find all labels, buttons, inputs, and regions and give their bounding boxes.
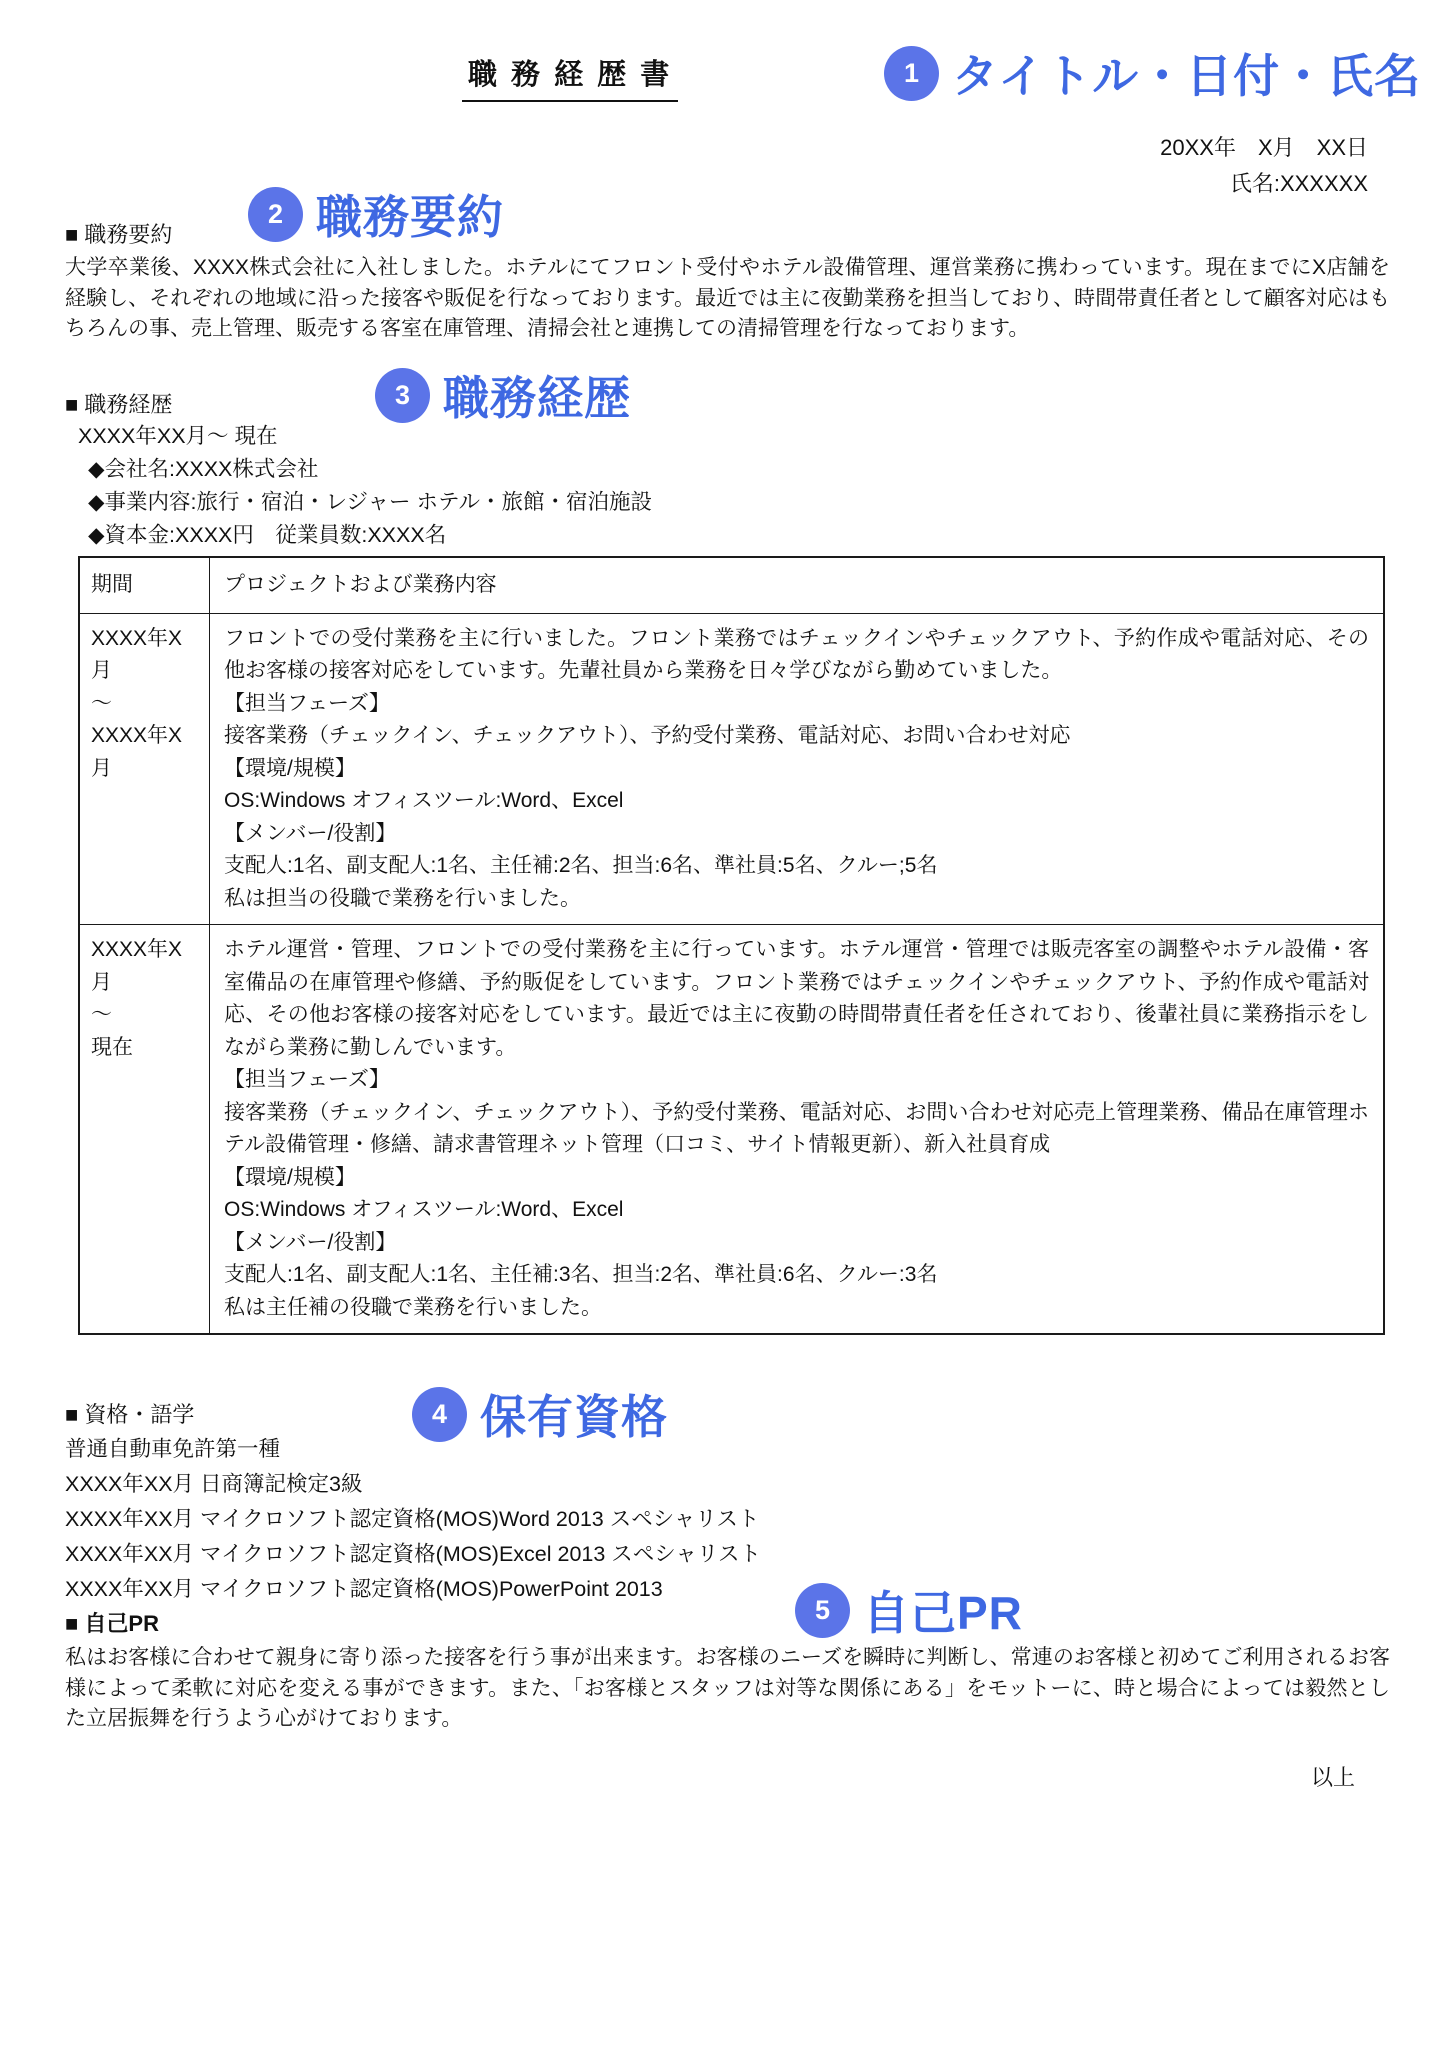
duty-line: 私は主任補の役職で業務を行いました。	[224, 1295, 602, 1319]
column-header-period: 期間	[80, 558, 210, 613]
duty-line: 接客業務（チェックイン、チェックアウト）、予約受付業務、電話対応、お問い合わせ対応	[224, 724, 1071, 747]
period-tilde: ～	[91, 691, 112, 715]
capital-employees-line: ◆資本金:XXXX円 従業員数:XXXX名	[88, 523, 447, 547]
duty-line: 【環境/規模】	[224, 756, 356, 780]
section-heading-job-summary: ■ 職務要約	[65, 222, 173, 247]
annotation-3-badge: 3	[375, 368, 430, 423]
annotation-4-label: 保有資格	[480, 1391, 668, 1443]
qualification-item: 普通自動車免許第一種	[65, 1437, 281, 1461]
career-table-header-row	[80, 558, 1383, 613]
duties-cell	[210, 925, 1383, 1333]
duty-line: フロントでの受付業務を主に行いました。フロント業務ではチェックインやチェックアウト、予約作成や電話対応、その他お客様の接客対応をしています。先輩社員から業務を日々学びながら勤めていました。	[224, 626, 1369, 682]
qualification-item: XXXX年XX月 マイクロソフト認定資格(MOS)Word 2013 スペシャリスト	[65, 1507, 760, 1531]
duty-line: 【メンバー/役割】	[224, 1230, 397, 1254]
job-summary-paragraph: 大学卒業後、XXXX株式会社に入社しました。ホテルにてフロント受付やホテル設備管理、運営業務に携わっています。現在までにX店舗を経験し、それぞれの地域に沿った接客や販促を行なっております。最近では主に夜勤業務を担当しており、時間帯責任者として顧客対応はもちろんの事、売上管理、販売する客室在庫管理、清掃会社と連携しての清掃管理を行なっております。	[65, 256, 1390, 340]
duties-cell	[210, 614, 1383, 925]
name-text: 氏名:XXXXXX	[1229, 171, 1368, 196]
duty-line: 支配人:1名、副支配人:1名、主任補:2名、担当:6名、準社員:5名、クルー;5名	[224, 854, 938, 877]
duty-line: 【環境/規模】	[224, 1165, 356, 1189]
annotation-self-pr	[795, 1577, 1023, 1643]
period-end: 現在	[91, 1035, 133, 1059]
table-row	[80, 613, 1383, 925]
table-row	[80, 924, 1383, 1333]
qualification-item: XXXX年XX月 日商簿記検定3級	[65, 1472, 363, 1496]
duty-line: 接客業務（チェックイン、チェックアウト）、予約受付業務、電話対応、お問い合わせ対応売上管理業務、備品在庫管理ホテル設備管理・修繕、請求書管理ネット管理（口コミ、サイト情報更新）、新入社員育成	[224, 1100, 1369, 1156]
period-end: XXXX年X月	[91, 724, 183, 780]
annotation-work-history	[375, 362, 631, 428]
annotation-qualifications	[412, 1381, 668, 1447]
period-start: XXXX年X月	[91, 626, 183, 682]
employment-period-line: XXXX年XX月～ 現在	[78, 424, 278, 448]
document-title: 職 務 経 歴 書	[462, 52, 678, 102]
annotation-1-label: タイトル・日付・氏名	[952, 50, 1422, 102]
duty-line: ホテル運営・管理、フロントでの受付業務を主に行っています。ホテル運営・管理では販売客室の調整やホテル設備・客室備品の在庫管理や修繕、予約販促をしています。フロント業務ではチェックインやチェックアウト、予約作成や電話対応、その他お客様の接客対応をしています。最近では主に夜勤の時間帯責任者を任されており、後輩社員に業務指示をしながら業務に勤しんでいます。	[224, 938, 1369, 1059]
annotation-1-badge: 1	[884, 46, 939, 101]
period-cell	[80, 614, 210, 925]
section-heading-work-history: ■ 職務経歴	[65, 392, 173, 417]
career-table	[78, 556, 1385, 1335]
duty-line: OS:Windows オフィスツール:Word、Excel	[224, 789, 624, 812]
duty-line: 私は担当の役職で業務を行いました。	[224, 886, 581, 910]
period-tilde: ～	[91, 1003, 112, 1026]
section-heading-self-pr: ■ 自己PR	[65, 1611, 159, 1636]
annotation-3-label: 職務経歴	[443, 372, 631, 424]
qualification-item: XXXX年XX月 マイクロソフト認定資格(MOS)Excel 2013 スペシャリスト	[65, 1542, 761, 1566]
duty-line: 【メンバー/役割】	[224, 821, 397, 845]
annotation-title-date-name	[884, 40, 1421, 106]
duty-line: 支配人:1名、副支配人:1名、主任補:3名、担当:2名、準社員:6名、クルー:3名	[224, 1263, 938, 1286]
annotation-5-badge: 5	[795, 1583, 850, 1638]
column-header-duties: プロジェクトおよび業務内容	[224, 573, 497, 596]
annotation-2-label: 職務要約	[316, 191, 504, 243]
annotation-job-summary	[248, 181, 504, 247]
closing-text: 以上	[1310, 1765, 1355, 1790]
duty-line: OS:Windows オフィスツール:Word、Excel	[224, 1198, 624, 1221]
annotation-5-label: 自己PR	[863, 1587, 1023, 1639]
qualification-item: XXXX年XX月 マイクロソフト認定資格(MOS)PowerPoint 2013	[65, 1577, 663, 1601]
duty-line: 【担当フェーズ】	[224, 1068, 390, 1091]
period-start: XXXX年X月	[91, 938, 183, 994]
annotation-2-badge: 2	[248, 187, 303, 242]
self-pr-paragraph: 私はお客様に合わせて親身に寄り添った接客を行う事が出来ます。お客様のニーズを瞬時に判断し、常連のお客様と初めてご利用されるお客様によって柔軟に対応を変える事ができます。また、「お客様とスタッフは対等な関係にある」をモットーに、時と場合によっては毅然とした立居振舞を行うよう心がけております。	[65, 1646, 1390, 1730]
section-heading-qualifications: ■ 資格・語学	[65, 1402, 195, 1427]
business-description-line: ◆事業内容:旅行・宿泊・レジャー ホテル・旅館・宿泊施設	[88, 490, 652, 514]
duty-line: 【担当フェーズ】	[224, 691, 390, 715]
company-name-line: ◆会社名:XXXX株式会社	[88, 457, 319, 481]
period-cell	[80, 925, 210, 1333]
annotation-4-badge: 4	[412, 1387, 467, 1442]
date-text: 20XX年 X月 XX日	[1160, 135, 1368, 160]
